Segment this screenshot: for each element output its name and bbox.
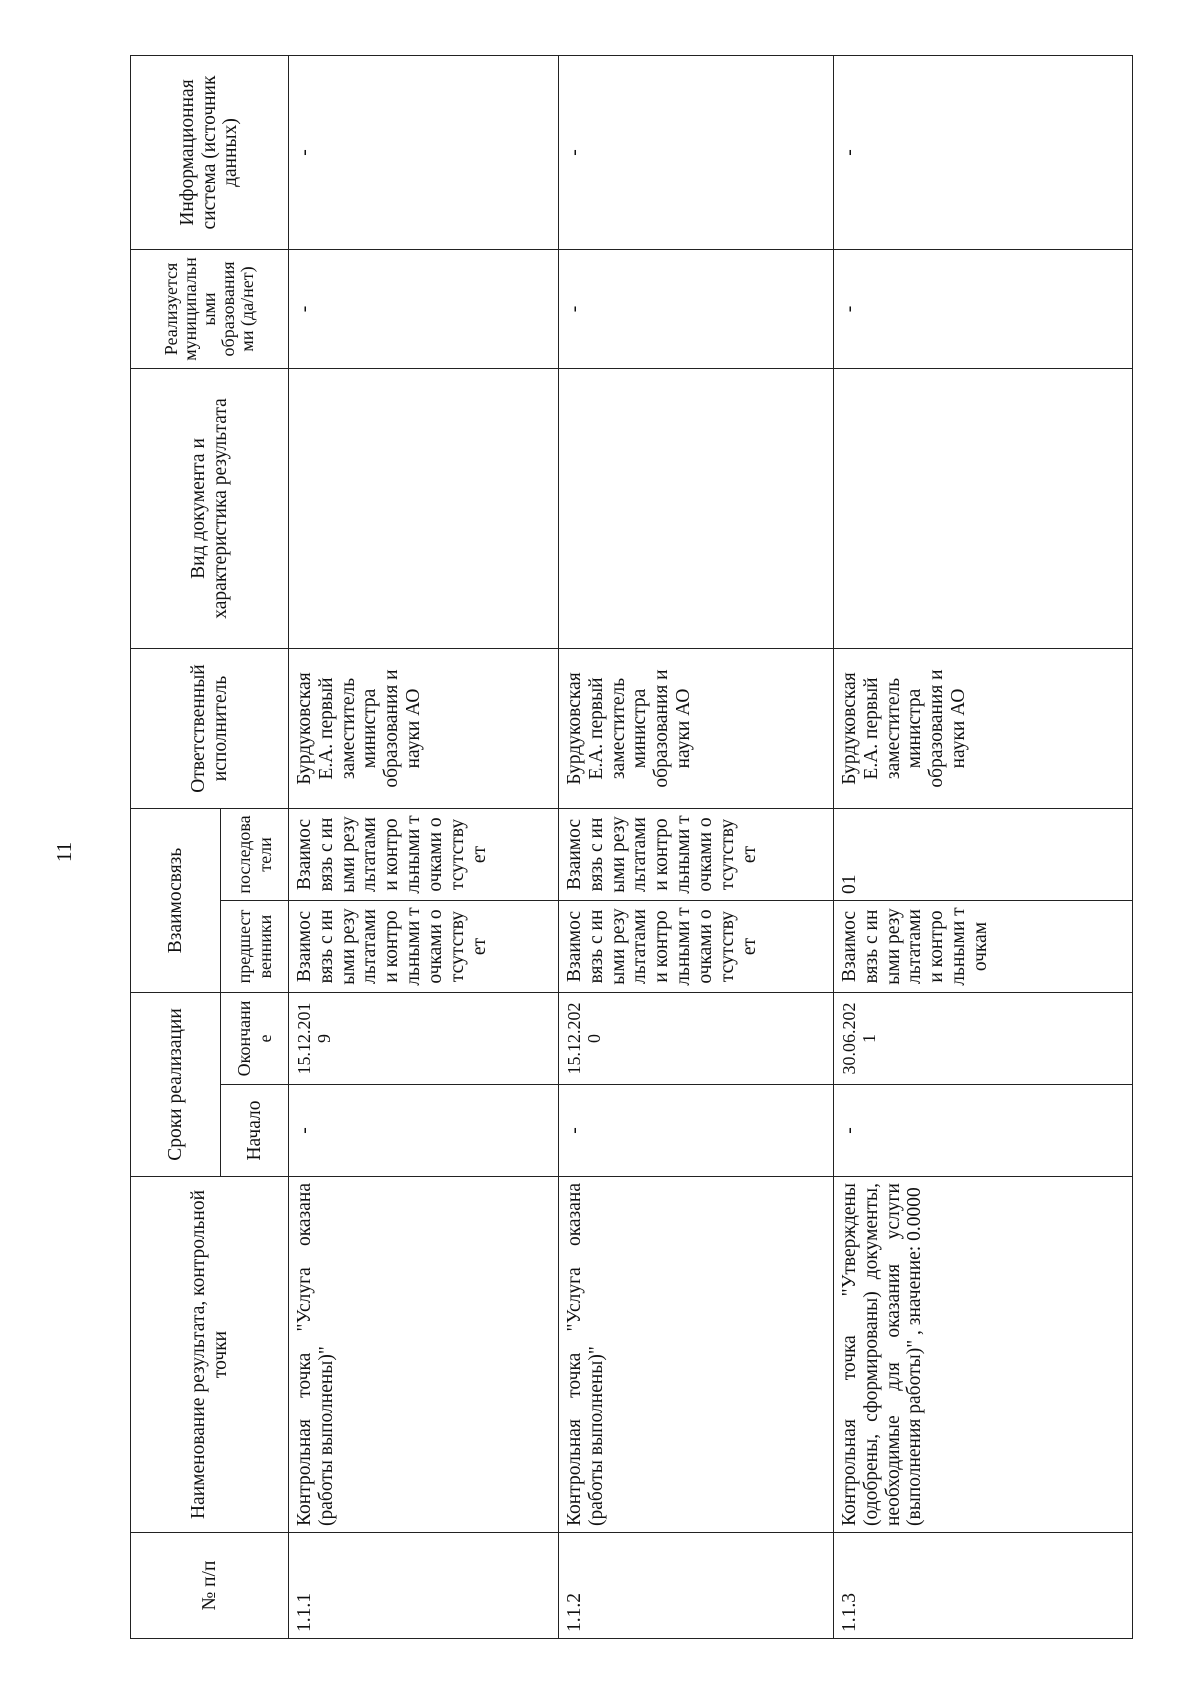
- plan-table: [130, 55, 1133, 1639]
- header-successors: последователи: [221, 808, 289, 900]
- row-name: Контрольная точка "Утверждены (одобрены, сформированы) документы, необходимые для оказания услуги (выполнения работы)" , значение: 0.0000: [834, 1177, 1133, 1533]
- row-end: 15.12.2019: [289, 993, 559, 1085]
- row-start: -: [834, 1085, 1133, 1177]
- row-name: Контрольная точка "Услуга оказана (работы выполнены)": [559, 1177, 834, 1533]
- header-municipal: Реализуется муниципальными образованиями (да/нет): [131, 249, 289, 368]
- row-info-system: -: [289, 55, 559, 249]
- header-end: Окончание: [221, 993, 289, 1085]
- header-responsible: Ответственный исполнитель: [131, 648, 289, 808]
- row-responsible: Бурдуковская Е.А. первый заместитель министра образования и науки АО: [834, 648, 1133, 808]
- row-predecessors: Взаимосвязь с иными результатами и контрольными точками отсутствует: [559, 901, 834, 993]
- row-num: 1.1.2: [559, 1533, 834, 1639]
- row-num: 1.1.3: [834, 1533, 1133, 1639]
- page-number: 11: [52, 841, 76, 863]
- header-start: Начало: [221, 1085, 289, 1177]
- header-info-system: Информационная система (источник данных): [131, 55, 289, 249]
- row-document: [289, 368, 559, 648]
- row-successors: Взаимосвязь с иными результатами и контрольными точками отсутствует: [559, 808, 834, 900]
- row-end: 15.12.2020: [559, 993, 834, 1085]
- table-row: [559, 55, 834, 1638]
- header-terms: Сроки реализации: [131, 993, 221, 1177]
- header-name: Наименование результата, контрольной точки: [131, 1177, 289, 1533]
- row-municipal: -: [559, 249, 834, 368]
- row-successors: Взаимосвязь с иными результатами и контрольными точками отсутствует: [289, 808, 559, 900]
- table-row: [289, 55, 559, 1638]
- row-name: Контрольная точка "Услуга оказана (работы выполнены)": [289, 1177, 559, 1533]
- header-predecessors: предшественники: [221, 901, 289, 993]
- row-info-system: -: [559, 55, 834, 249]
- header-document: Вид документа и характеристика результата: [131, 368, 289, 648]
- header-num: № п/п: [131, 1533, 289, 1639]
- row-responsible: Бурдуковская Е.А. первый заместитель министра образования и науки АО: [559, 648, 834, 808]
- row-end: 30.06.2021: [834, 993, 1133, 1085]
- row-successors: 01: [834, 808, 1133, 900]
- row-predecessors: Взаимосвязь с иными результатами и контрольными точками отсутствует: [289, 901, 559, 993]
- header-link: Взаимосвязь: [131, 808, 221, 992]
- row-document: [834, 368, 1133, 648]
- row-num: 1.1.1: [289, 1533, 559, 1639]
- row-predecessors: Взаимосвязь с иными результатами и контрольными точкам: [834, 901, 1133, 993]
- row-municipal: -: [834, 249, 1133, 368]
- row-municipal: -: [289, 249, 559, 368]
- row-responsible: Бурдуковская Е.А. первый заместитель министра образования и науки АО: [289, 648, 559, 808]
- row-info-system: -: [834, 55, 1133, 249]
- row-start: -: [559, 1085, 834, 1177]
- row-document: [559, 368, 834, 648]
- table-row: [834, 55, 1133, 1638]
- row-start: -: [289, 1085, 559, 1177]
